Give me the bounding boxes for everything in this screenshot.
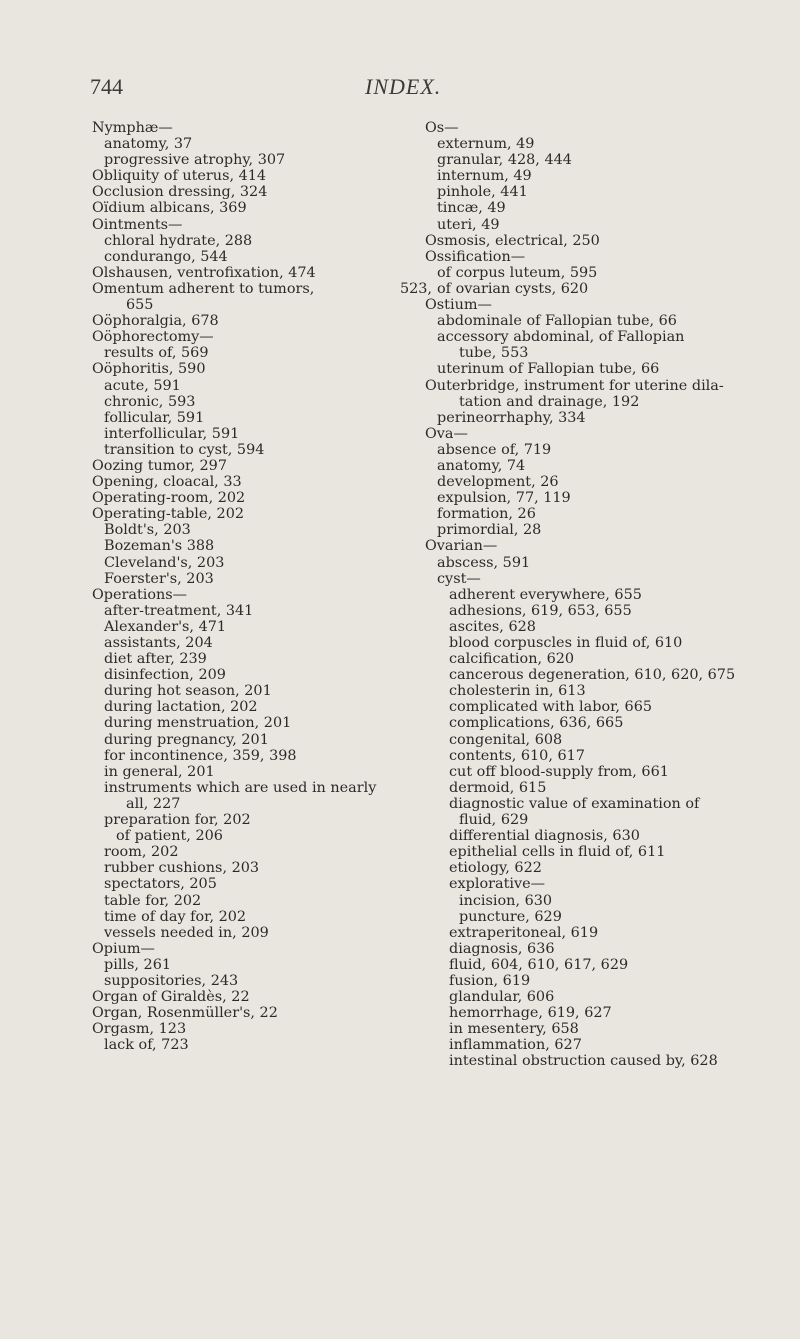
index-entry-text: suppositories, 243	[104, 972, 239, 989]
index-entry	[92, 313, 432, 329]
index-entry	[425, 329, 745, 345]
index-entry	[425, 909, 745, 925]
index-entry-text: uteri, 49	[437, 216, 500, 233]
index-entry-text: Organ, Rosenmüller's, 22	[92, 1005, 278, 1022]
index-entry	[92, 522, 432, 538]
index-entry-text: complicated with labor, 665	[449, 699, 653, 716]
index-entry	[425, 925, 745, 941]
index-entry	[425, 764, 745, 780]
index-entry-text: dermoid, 615	[449, 779, 547, 796]
index-entry	[425, 168, 745, 184]
index-entry-text: Opening, cloacal, 33	[92, 474, 242, 491]
index-entry	[425, 1053, 745, 1069]
index-entry	[92, 683, 432, 699]
index-entry-text: inflammation, 627	[449, 1037, 582, 1054]
index-entry	[425, 474, 745, 490]
index-entry-text: tube, 553	[459, 345, 529, 362]
index-entry	[425, 812, 745, 828]
index-entry	[92, 571, 432, 587]
index-entry	[425, 860, 745, 876]
index-entry	[92, 780, 432, 796]
index-entry	[92, 764, 432, 780]
index-entry-text: epithelial cells in fluid of, 611	[449, 844, 666, 861]
index-entry	[92, 394, 432, 410]
index-entry	[92, 458, 432, 474]
index-entry-text: Operating-room, 202	[92, 490, 246, 507]
index-entry	[425, 796, 745, 812]
index-entry-text: condurango, 544	[104, 248, 228, 265]
index-entry	[425, 715, 745, 731]
index-entry	[92, 587, 432, 603]
index-entry-text: Occlusion dressing, 324	[92, 184, 268, 201]
index-entry	[425, 587, 745, 603]
index-entry-text: preparation for, 202	[104, 812, 251, 829]
index-entry-text: in general, 201	[104, 763, 215, 780]
index-entry-text: Cleveland's, 203	[104, 554, 225, 571]
index-entry-text: extraperitoneal, 619	[449, 924, 599, 941]
index-entry	[92, 876, 432, 892]
index-entry	[425, 522, 745, 538]
index-entry-text: expulsion, 77, 119	[437, 490, 571, 507]
index-entry-text: Oozing tumor, 297	[92, 457, 227, 474]
index-entry-text: Oöphoritis, 590	[92, 361, 206, 378]
index-entry	[425, 313, 745, 329]
index-entry-text: Obliquity of uterus, 414	[92, 168, 267, 185]
index-entry	[425, 748, 745, 764]
index-entry-text: accessory abdominal, of Fallopian	[437, 329, 685, 346]
index-entry	[92, 667, 432, 683]
index-entry	[92, 490, 432, 506]
index-entry	[92, 136, 432, 152]
index-entry	[92, 715, 432, 731]
index-entry-text: anatomy, 37	[104, 136, 193, 153]
index-entry	[425, 828, 745, 844]
index-entry	[425, 249, 745, 265]
index-entry	[92, 619, 432, 635]
index-entry-text: pills, 261	[104, 956, 172, 973]
index-entry-text: instruments which are used in nearly	[104, 779, 377, 796]
index-entry-text: of corpus luteum, 595	[437, 264, 598, 281]
page-header	[90, 74, 710, 104]
index-entry	[92, 748, 432, 764]
index-entry	[92, 233, 432, 249]
index-entry	[92, 893, 432, 909]
index-entry-text: puncture, 629	[459, 908, 562, 925]
index-entry-text: cancerous degeneration, 610, 620, 675	[449, 667, 736, 684]
index-entry	[92, 957, 432, 973]
index-entry	[92, 635, 432, 651]
index-entry-text: all, 227	[126, 795, 181, 812]
index-entry-text: vessels needed in, 209	[104, 924, 269, 941]
index-entry-text: perineorrhaphy, 334	[437, 409, 586, 426]
index-entry-text: Ossification—	[425, 248, 526, 265]
index-entry-text: complications, 636, 665	[449, 715, 624, 732]
index-entry	[92, 555, 432, 571]
index-entry-text: internum, 49	[437, 168, 532, 185]
index-entry	[425, 957, 745, 973]
index-entry	[92, 812, 432, 828]
index-entry	[425, 732, 745, 748]
index-entry	[92, 1021, 432, 1037]
index-entry	[425, 490, 745, 506]
index-entry-text: anatomy, 74	[437, 457, 526, 474]
index-entry	[425, 780, 745, 796]
index-entry-text: hemorrhage, 619, 627	[449, 1005, 612, 1022]
index-entry	[425, 200, 745, 216]
index-entry-text: Oöphoralgia, 678	[92, 313, 219, 330]
index-entry-text: etiology, 622	[449, 860, 542, 877]
index-entry	[425, 876, 745, 892]
index-entry	[92, 651, 432, 667]
index-entry	[92, 345, 432, 361]
index-entry	[425, 555, 745, 571]
index-entry	[92, 603, 432, 619]
index-entry	[425, 683, 745, 699]
index-entry-text: Outerbridge, instrument for uterine dila-	[425, 377, 724, 394]
index-entry	[425, 1021, 745, 1037]
index-entry-text: diagnostic value of examination of	[449, 795, 700, 812]
index-entry	[425, 989, 745, 1005]
index-entry-text: in mesentery, 658	[449, 1021, 579, 1038]
index-entry-text: cut off blood-supply from, 661	[449, 763, 669, 780]
index-entry-text: fluid, 604, 610, 617, 629	[449, 956, 629, 973]
index-entry	[92, 265, 432, 281]
index-entry	[425, 538, 745, 554]
index-entry-text: Omentum adherent to tumors,	[92, 280, 315, 297]
index-entry-text: development, 26	[437, 474, 559, 491]
index-entry-text: acute, 591	[104, 377, 181, 394]
index-entry	[425, 619, 745, 635]
index-entry	[92, 378, 432, 394]
index-entry-text: during lactation, 202	[104, 699, 258, 716]
index-column-right	[425, 120, 745, 1070]
index-entry-text: results of, 569	[104, 345, 209, 362]
index-entry-text: tincæ, 49	[437, 200, 506, 217]
index-entry-text: Osmosis, electrical, 250	[425, 232, 600, 249]
index-entry	[92, 329, 432, 345]
index-entry-text: diet after, 239	[104, 651, 207, 668]
index-entry-text: for incontinence, 359, 398	[104, 747, 297, 764]
index-entry-text: Oöphorectomy—	[92, 329, 214, 346]
index-entry	[92, 925, 432, 941]
index-entry	[425, 1037, 745, 1053]
index-entry-text: ascites, 628	[449, 618, 536, 635]
index-entry-text: calcification, 620	[449, 651, 575, 668]
index-entry-text: room, 202	[104, 844, 179, 861]
index-entry-text: lack of, 723	[104, 1037, 189, 1054]
index-entry	[92, 410, 432, 426]
index-entry	[425, 410, 745, 426]
index-entry	[425, 361, 745, 377]
index-entry-text: Operating-table, 202	[92, 506, 245, 523]
index-entry	[92, 909, 432, 925]
index-entry	[92, 217, 432, 233]
index-entry-text: Operations—	[92, 586, 188, 603]
index-entry-text: transition to cyst, 594	[104, 441, 265, 458]
index-entry-text: primordial, 28	[437, 522, 542, 539]
index-entry-text: formation, 26	[437, 506, 536, 523]
index-entry-text: Orgasm, 123	[92, 1021, 187, 1038]
index-entry	[92, 474, 432, 490]
index-entry	[425, 136, 745, 152]
index-entry	[92, 184, 432, 200]
index-entry-text: pinhole, 441	[437, 184, 528, 201]
index-entry	[92, 200, 432, 216]
index-entry-text: cyst—	[437, 570, 481, 587]
index-entry	[92, 1005, 432, 1021]
index-entry-text: Ostium—	[425, 297, 492, 314]
index-entry-text: adhesions, 619, 653, 655	[449, 602, 632, 619]
index-entry-text: blood corpuscles in fluid of, 610	[449, 635, 683, 651]
index-entry-text: of ovarian cysts, 620	[437, 280, 589, 297]
index-entry-text: Nymphæ—	[92, 120, 173, 136]
index-entry-text: granular, 428, 444	[437, 152, 572, 169]
index-entry-text: Bozeman's 388	[104, 538, 215, 555]
index-entry-text: abdominale of Fallopian tube, 66	[437, 313, 677, 330]
index-entry	[92, 1037, 432, 1053]
index-entry	[92, 828, 432, 844]
index-entry-text: explorative—	[449, 876, 545, 893]
index-entry	[425, 442, 745, 458]
index-entry-text: assistants, 204	[104, 635, 213, 651]
index-entry-text: progressive atrophy, 307	[104, 152, 286, 169]
index-entry	[425, 506, 745, 522]
index-entry	[425, 651, 745, 667]
index-entry	[92, 941, 432, 957]
index-entry-text: interfollicular, 591	[104, 425, 240, 442]
index-entry-text: time of day for, 202	[104, 908, 247, 925]
index-entry-text: uterinum of Fallopian tube, 66	[437, 361, 660, 378]
index-entry-text: adherent everywhere, 655	[449, 586, 642, 603]
index-entry	[425, 635, 745, 651]
index-entry-text: Ovarian—	[425, 538, 498, 555]
running-head: INDEX.	[365, 74, 442, 99]
index-entry	[92, 973, 432, 989]
index-entry	[92, 281, 432, 297]
index-entry-text: Oïdium albicans, 369	[92, 200, 247, 217]
index-entry-text: absence of, 719	[437, 441, 552, 458]
index-entry	[92, 860, 432, 876]
index-entry-text: cholesterin in, 613	[449, 683, 586, 700]
index-entry-text: fluid, 629	[459, 812, 529, 829]
index-entry	[425, 699, 745, 715]
index-entry-text: after-treatment, 341	[104, 602, 254, 619]
index-entry	[92, 506, 432, 522]
index-entry-text: Os—	[425, 120, 459, 136]
index-entry	[92, 989, 432, 1005]
index-entry-text: during pregnancy, 201	[104, 731, 269, 748]
index-entry-text: intestinal obstruction caused by, 628	[449, 1053, 718, 1070]
index-entry-text: Boldt's, 203	[104, 522, 191, 539]
index-entry	[425, 426, 745, 442]
index-entry	[92, 297, 432, 313]
index-entry	[425, 265, 745, 281]
index-entry	[92, 249, 432, 265]
index-entry-text: spectators, 205	[104, 876, 217, 893]
index-entry-text: chloral hydrate, 288	[104, 232, 253, 249]
index-entry-text: diagnosis, 636	[449, 940, 555, 957]
index-entry-text: abscess, 591	[437, 554, 531, 571]
index-entry-text: chronic, 593	[104, 393, 196, 410]
index-entry-text: follicular, 591	[104, 409, 205, 426]
index-entry-text: table for, 202	[104, 892, 202, 909]
index-entry-text: rubber cushions, 203	[104, 860, 260, 877]
index-entry	[425, 973, 745, 989]
index-entry	[425, 394, 745, 410]
index-entry	[425, 217, 745, 233]
index-entry	[425, 345, 745, 361]
index-entry	[425, 120, 745, 136]
index-entry-text: externum, 49	[437, 136, 535, 153]
index-entry	[92, 844, 432, 860]
index-entry	[425, 378, 745, 394]
index-entry-text: glandular, 606	[449, 989, 555, 1006]
index-entry	[425, 184, 745, 200]
index-entry	[425, 1005, 745, 1021]
index-entry	[425, 893, 745, 909]
index-entry-text: Foerster's, 203	[104, 570, 214, 587]
index-entry	[425, 603, 745, 619]
index-entry-text: 655	[126, 297, 154, 314]
index-entry-text: Olshausen, ventrofixation, 474	[92, 264, 316, 281]
index-entry	[425, 458, 745, 474]
index-entry	[425, 571, 745, 587]
index-entry-text: tation and drainage, 192	[459, 393, 640, 410]
page-number: 744	[90, 74, 123, 99]
index-entry-text: Opium—	[92, 940, 155, 957]
index-entry	[92, 796, 432, 812]
index-entry	[92, 168, 432, 184]
index-entry	[92, 426, 432, 442]
index-entry-text: incision, 630	[459, 892, 553, 909]
index-entry-text: of patient, 206	[116, 828, 223, 845]
index-entry	[425, 233, 745, 249]
index-entry	[425, 844, 745, 860]
index-entry	[92, 152, 432, 168]
index-entry-text: Ointments—	[92, 216, 183, 233]
index-column-left	[92, 120, 432, 1053]
index-entry-text: congenital, 608	[449, 731, 563, 748]
index-entry	[92, 361, 432, 377]
index-entry	[425, 667, 745, 683]
index-entry	[92, 699, 432, 715]
index-entry	[92, 538, 432, 554]
index-entry	[92, 442, 432, 458]
index-entry	[425, 941, 745, 957]
index-entry-page-ref: 523,	[399, 280, 432, 297]
index-entry-text: Ova—	[425, 425, 468, 442]
index-entry	[425, 297, 745, 313]
index-entry-text: contents, 610, 617	[449, 747, 585, 764]
index-entry	[92, 732, 432, 748]
index-entry-text: during menstruation, 201	[104, 715, 292, 732]
index-entry-text: fusion, 619	[449, 972, 531, 989]
index-entry-text: differential diagnosis, 630	[449, 828, 640, 845]
index-entry-text: Alexander's, 471	[104, 618, 227, 635]
index-entry	[425, 152, 745, 168]
index-entry	[92, 120, 432, 136]
index-entry-text: Organ of Giraldès, 22	[92, 989, 250, 1006]
index-entry-text: disinfection, 209	[104, 667, 226, 684]
index-entry	[425, 281, 745, 297]
index-entry-text: during hot season, 201	[104, 683, 272, 700]
